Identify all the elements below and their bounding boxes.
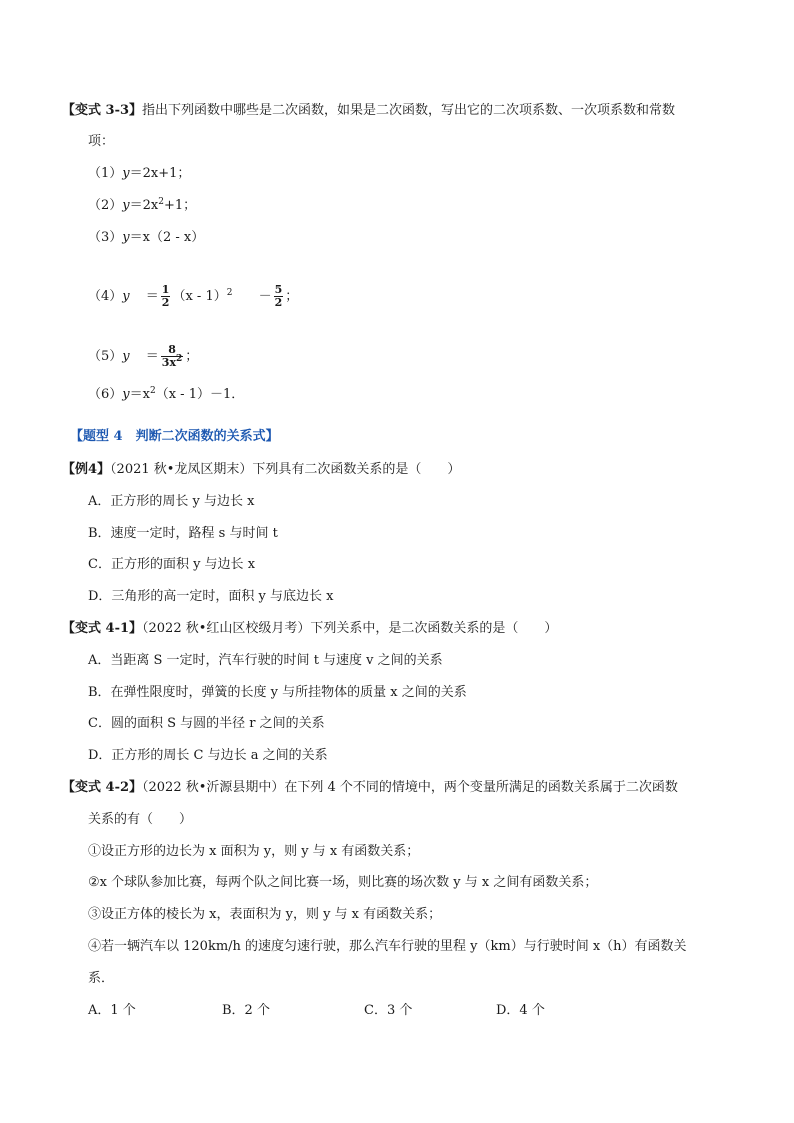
list-item: （1）y＝2x+1； (88, 166, 191, 181)
list-item: （4）y ＝ $\frac{1}{2}$ （x - 1）$^2$ － $\frac{5}{2}$ ； (88, 283, 299, 309)
stem-continuation: 关系的有（ ） (88, 812, 193, 827)
option-a: A．当距离 S 一定时，汽车行驶的时间 t 与速度 v 之间的关系 (88, 653, 443, 668)
option-b: B．速度一定时，路程 s 与时间 t (88, 526, 278, 541)
variant-4-2-stem (62, 779, 678, 797)
variant-tag: 【变式 4-1】 (62, 621, 143, 636)
option-d: D．4 个 (496, 1003, 545, 1018)
stem-text: 指出下列函数中哪些是二次函数，如果是二次函数，写出它的二次项系数、一次项系数和常数 (142, 103, 676, 118)
option-c: C．3 个 (364, 1003, 413, 1018)
list-item: （3）y＝x（2 - x） (88, 230, 205, 245)
option-a: A．正方形的周长 y 与边长 x (88, 494, 255, 509)
fraction: $\frac{5}{2}$ (274, 283, 283, 309)
example-tag: 【例4】 (62, 462, 111, 477)
option-c: C．圆的面积 S 与圆的半径 r 之间的关系 (88, 716, 325, 731)
option-a: A．1 个 (88, 1003, 136, 1018)
section-heading: 【题型 4 判断二次函数的关系式】 (70, 429, 279, 444)
option-b: B．在弹性限度时，弹簧的长度 y 与所挂物体的质量 x 之间的关系 (88, 685, 467, 700)
statement-4-continuation: 系． (88, 971, 115, 986)
option-c: C．正方形的面积 y 与边长 x (88, 557, 256, 572)
fraction: $\frac{1}{2}$ (161, 283, 170, 309)
variant-tag: 【变式 3-3】 (62, 103, 143, 118)
fraction: $\frac{8}{3x^2}$ (161, 343, 183, 369)
option-d: D．正方形的周长 C 与边长 a 之间的关系 (88, 748, 328, 763)
stem-text: （2021 秋•龙凤区期末）下列具有二次函数关系的是（ ） (110, 462, 461, 477)
variant-tag: 【变式 4-2】 (62, 780, 143, 795)
statement-1: ①设正方形的边长为 x 面积为 y，则 y 与 x 有函数关系； (88, 844, 420, 859)
option-b: B．2 个 (222, 1003, 270, 1018)
list-item: （5）y ＝ $\frac{8}{3x^2}$ ； (88, 343, 199, 369)
list-item: $(6)y=x^2(x - 1)-1$． (88, 386, 245, 402)
statement-2: ②x 个球队参加比赛，每两个队之间比赛一场，则比赛的场次数 y 与 x 之间有函数关系； (88, 875, 598, 890)
variant-4-1-stem (62, 620, 557, 638)
option-d: D．三角形的高一定时，面积 y 与底边长 x (88, 589, 334, 604)
stem-text: （2022 秋•沂源县期中）在下列 4 个不同的情境中，两个变量所满足的函数关系属于二次函数 (142, 780, 678, 795)
variant-3-3-stem (62, 102, 675, 120)
stem-text: （2022 秋•红山区校级月考）下列关系中，是二次函数关系的是（ ） (142, 621, 558, 636)
statement-4: ④若一辆汽车以 120km/h 的速度匀速行驶，那么汽车行驶的里程 y（km）与行驶时间 x（h）有函数关 (88, 939, 687, 954)
example-4-stem (62, 461, 460, 479)
stem-continuation: 项： (88, 134, 115, 149)
statement-3: ③设正方体的棱长为 x，表面积为 y，则 y 与 x 有函数关系； (88, 907, 442, 922)
list-item: $(2)y=2x^2+1$； (88, 197, 197, 213)
